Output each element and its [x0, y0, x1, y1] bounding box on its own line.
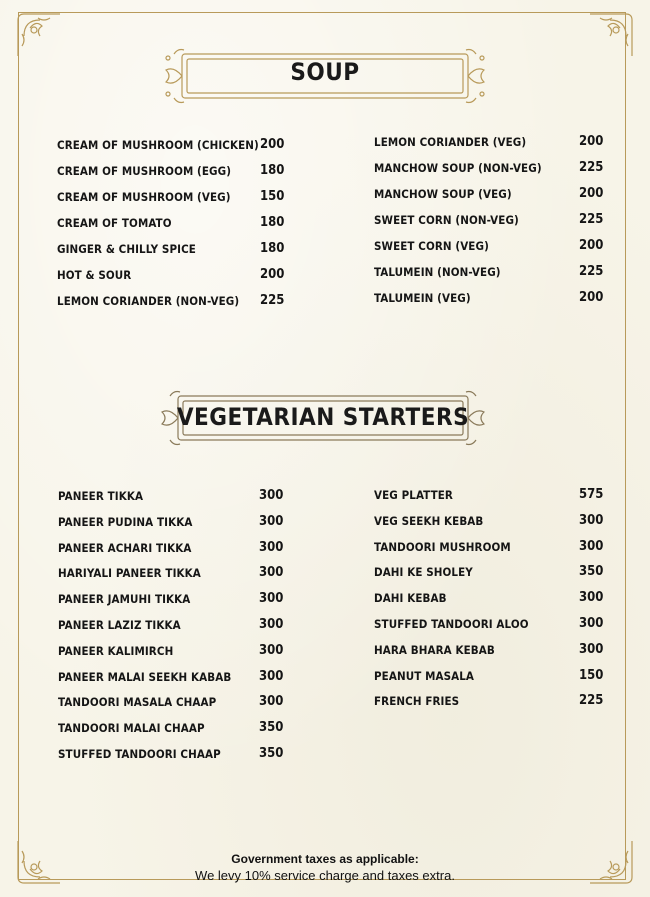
menu-item — [374, 135, 604, 161]
veg-starters-heading — [158, 388, 488, 448]
menu-item — [58, 644, 288, 670]
menu-item — [58, 721, 288, 747]
menu-item — [57, 138, 287, 164]
menu-item-name: CREAM OF MUSHROOM (EGG) — [57, 164, 232, 178]
menu-item-price: 200 — [260, 267, 285, 282]
menu-item-name: CREAM OF MUSHROOM (CHICKEN) — [57, 138, 259, 152]
menu-item — [57, 164, 287, 190]
menu-item-price: 350 — [259, 720, 284, 736]
menu-item-price: 300 — [579, 641, 604, 657]
menu-item-name: CREAM OF TOMATO — [57, 216, 172, 230]
menu-item-name: PANEER KALIMIRCH — [58, 643, 174, 658]
menu-item — [374, 161, 604, 187]
menu-item-name: DAHI KE SHOLEY — [374, 565, 473, 580]
menu-item-name: TANDOORI MALAI CHAAP — [58, 721, 205, 736]
menu-item — [57, 294, 287, 320]
menu-item-price: 180 — [260, 215, 285, 230]
taxes-note: Government taxes as applicable: — [231, 852, 419, 866]
menu-item-price: 300 — [259, 642, 284, 658]
menu-item-price: 300 — [259, 694, 284, 710]
menu-item — [374, 643, 604, 669]
menu-item-name: LEMON CORIANDER (VEG) — [374, 135, 527, 149]
menu-item-price: 300 — [259, 488, 284, 503]
menu-item-price: 300 — [259, 513, 284, 529]
menu-item — [374, 187, 604, 213]
menu-item — [374, 565, 604, 591]
menu-item — [58, 747, 288, 773]
corner-ornament-icon — [10, 6, 66, 62]
menu-item-price: 300 — [579, 538, 604, 554]
menu-item-name: VEG PLATTER — [374, 488, 453, 502]
menu-item — [374, 694, 604, 720]
menu-item — [374, 540, 604, 566]
menu-item-price: 300 — [259, 591, 284, 607]
menu-item-name: PANEER MALAI SEEKH KABAB — [58, 669, 232, 684]
menu-item — [57, 268, 287, 294]
menu-item-name: VEG SEEKH KEBAB — [374, 513, 484, 528]
menu-item-price: 225 — [260, 293, 285, 308]
menu-item-name: HOT & SOUR — [57, 268, 132, 282]
menu-item — [374, 591, 604, 617]
menu-item — [58, 695, 288, 721]
menu-item-name: TALUMEIN (NON-VEG) — [374, 265, 501, 279]
menu-item-price: 300 — [259, 668, 284, 684]
menu-item — [58, 489, 288, 515]
menu-item-price: 150 — [260, 189, 285, 204]
menu-item-price: 300 — [579, 590, 604, 606]
menu-item-price: 200 — [579, 186, 604, 201]
menu-item-price: 575 — [579, 487, 604, 502]
menu-item-price: 225 — [579, 693, 604, 709]
menu-item — [58, 566, 288, 592]
menu-item-name: PANEER JAMUHI TIKKA — [58, 592, 191, 607]
menu-item-name: SWEET CORN (VEG) — [374, 239, 489, 253]
menu-item — [58, 618, 288, 644]
menu-item-name: STUFFED TANDOORI ALOO — [374, 616, 529, 631]
menu-item-price: 300 — [579, 615, 604, 631]
menu-item-name: CREAM OF MUSHROOM (VEG) — [57, 190, 231, 204]
menu-item-name: DAHI KEBAB — [374, 591, 447, 606]
service-charge-note: We levy 10% service charge and taxes extra. — [195, 868, 455, 883]
menu-item-price: 225 — [579, 160, 604, 175]
menu-item-name: PANEER TIKKA — [58, 489, 144, 503]
menu-item — [58, 515, 288, 541]
menu-item — [374, 213, 604, 239]
menu-item — [374, 514, 604, 540]
menu-item — [374, 669, 604, 695]
menu-item-price: 200 — [260, 137, 285, 152]
menu-item — [374, 291, 604, 317]
menu-item-name: HARIYALI PANEER TIKKA — [58, 566, 201, 581]
menu-item-name: MANCHOW SOUP (VEG) — [374, 187, 512, 201]
soup-heading — [160, 44, 490, 108]
menu-item — [57, 242, 287, 268]
menu-item — [57, 190, 287, 216]
menu-item — [58, 592, 288, 618]
menu-item — [57, 216, 287, 242]
veg-starters-list-right — [374, 488, 604, 720]
menu-item-name: PANEER PUDINA TIKKA — [58, 514, 193, 529]
menu-item-name: PANEER LAZIZ TIKKA — [58, 617, 181, 632]
footer-note — [0, 852, 650, 883]
menu-item-price: 180 — [260, 163, 285, 178]
menu-item-name: SWEET CORN (NON-VEG) — [374, 213, 519, 227]
menu-item — [58, 670, 288, 696]
menu-item-name: PEANUT MASALA — [374, 668, 475, 683]
veg-starters-list-left — [58, 489, 288, 773]
menu-item-name: LEMON CORIANDER (NON-VEG) — [57, 294, 240, 308]
menu-item-name: FRENCH FRIES — [374, 694, 460, 709]
soup-list-left — [57, 138, 287, 320]
menu-item — [374, 617, 604, 643]
menu-item-name: STUFFED TANDOORI CHAAP — [58, 746, 221, 761]
section-title: VEGETARIAN STARTERS — [176, 403, 470, 431]
menu-item-name: PANEER ACHARI TIKKA — [58, 540, 192, 555]
menu-item — [374, 239, 604, 265]
menu-item-name: HARA BHARA KEBAB — [374, 642, 495, 657]
menu-item — [58, 541, 288, 567]
menu-item-name: TANDOORI MUSHROOM — [374, 539, 511, 554]
menu-item-name: TANDOORI MASALA CHAAP — [58, 695, 217, 710]
section-title: SOUP — [290, 58, 360, 86]
corner-ornament-icon — [584, 6, 640, 62]
menu-item-price: 350 — [579, 564, 604, 580]
soup-list-right — [374, 135, 604, 317]
menu-item-name: TALUMEIN (VEG) — [374, 291, 471, 305]
menu-item — [374, 265, 604, 291]
menu-item-price: 225 — [579, 264, 604, 279]
menu-item-name: MANCHOW SOUP (NON-VEG) — [374, 161, 542, 175]
menu-item-price: 300 — [259, 539, 284, 555]
menu-item-price: 300 — [259, 616, 284, 632]
menu-item-price: 225 — [579, 212, 604, 227]
menu-item-price: 200 — [579, 290, 604, 305]
menu-item-price: 150 — [579, 667, 604, 683]
menu-item-price: 300 — [259, 565, 284, 581]
menu-item-name: GINGER & CHILLY SPICE — [57, 242, 196, 256]
menu-item-price: 350 — [259, 745, 284, 761]
menu-item — [374, 488, 604, 514]
menu-item-price: 200 — [579, 134, 604, 149]
menu-item-price: 300 — [579, 512, 604, 528]
menu-item-price: 200 — [579, 238, 604, 253]
menu-item-price: 180 — [260, 241, 285, 256]
